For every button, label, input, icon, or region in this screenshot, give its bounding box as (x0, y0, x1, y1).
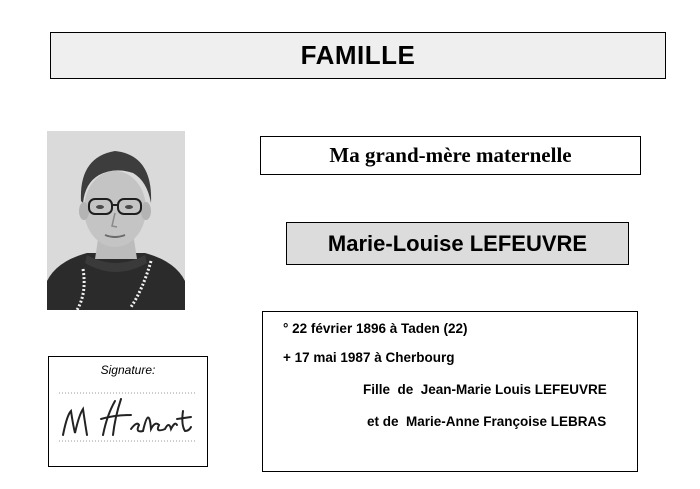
father-line: Fille de Jean-Marie Louis LEFEUVRE (363, 382, 607, 397)
signature-box (48, 356, 208, 467)
person-name: Marie-Louise LEFEUVRE (327, 230, 588, 256)
page-title: FAMILLE (300, 40, 416, 70)
person-info-box (262, 311, 638, 472)
signature-label: Signature: (100, 363, 156, 377)
handwritten-signature (57, 385, 199, 451)
person-name-box (286, 222, 629, 265)
mother-line: et de Marie-Anne Françoise LEBRAS (367, 414, 607, 429)
portrait-photo (47, 131, 185, 310)
death-line: + 17 mai 1987 à Cherbourg (283, 350, 455, 365)
subtitle-box (260, 136, 641, 175)
subtitle: Ma grand-mère maternelle (329, 143, 572, 167)
birth-line: ° 22 février 1896 à Taden (22) (283, 321, 468, 336)
page-title-box (50, 32, 666, 79)
portrait-image (47, 131, 185, 310)
